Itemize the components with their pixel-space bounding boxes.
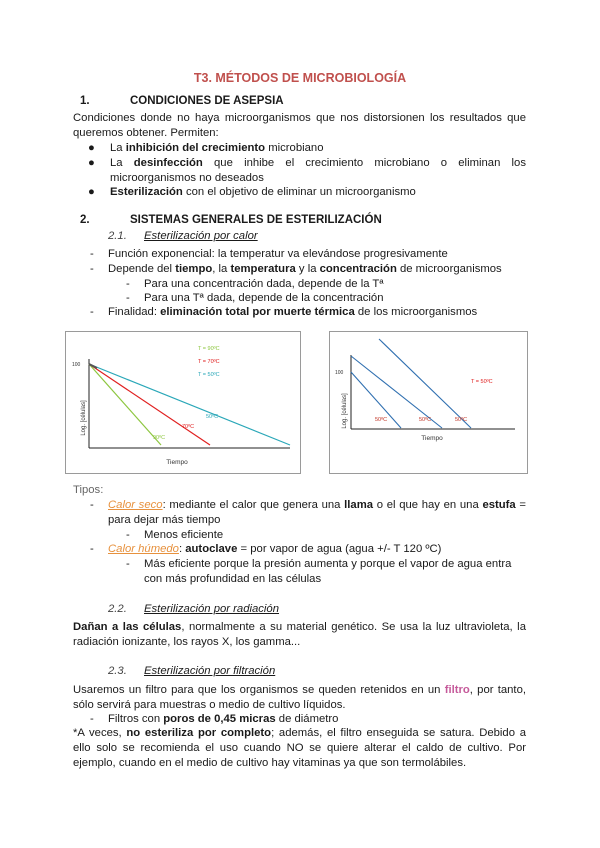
dash-temperatura-dada: - Para una Tª dada, depende de la concentración (126, 292, 384, 304)
section-1-title: CONDICIONES DE ASEPSIA (130, 95, 284, 107)
label-90c: 90ºC (153, 435, 166, 441)
legend-70c: T = 70ºC (198, 359, 220, 365)
bullet-desinfeccion: ● La desinfección que inhibe el crecimiento microbiano o eliminan los microorganismos no deseados (88, 157, 526, 184)
chart-temperature (65, 331, 301, 474)
y-axis-label: Log. [células] (81, 400, 87, 436)
section-1-heading (80, 94, 284, 109)
section-1-number: 1. (80, 95, 90, 107)
label-curve-1: 50ºC (375, 417, 388, 423)
label-curve-3: 50ºC (455, 417, 468, 423)
section-2-title: SISTEMAS GENERALES DE ESTERILIZACIÓN (130, 214, 382, 226)
label-curve-2: 50ºC (419, 417, 432, 423)
page-title: T3. MÉTODOS DE MICROBIOLOGÍA (193, 71, 407, 85)
dash-concentracion-dada: - Para una concentración dada, depende de la Tª (126, 278, 384, 290)
legend-50c: T = 50ºC (471, 379, 493, 385)
subsection-2-1: 2.1. Esterilización por calor (108, 230, 258, 242)
subsection-2-2: 2.2. Esterilización por radiación (108, 603, 280, 615)
y-start-label: 100 (72, 362, 81, 368)
chart-concentration (329, 331, 528, 474)
dash-funcion: - Función exponencial: la temperatur va elevándose progresivamente (90, 248, 448, 260)
dash-calor-humedo: - Calor húmedo: autoclave = por vapor de agua (agua +/- T 120 ºC) (90, 543, 442, 555)
dash-finalidad: - Finalidad: eliminación total por muerte térmica de los microorganismos (90, 306, 478, 318)
x-axis-label: Tiempo (166, 459, 188, 466)
label-50c: 50ºC (206, 414, 219, 420)
dash-menos-eficiente: - Menos eficiente (126, 529, 224, 541)
subsection-2-3: 2.3. Esterilización por filtración (108, 665, 276, 677)
section-2-heading (80, 213, 382, 228)
filtracion-note: *A veces, no esteriliza por completo; además, el filtro enseguida se satura. Debido a ello solo se recomienda el uso cuando NO se quiere alterar el caldo de cultivo. Por ejemplo, cuando en el medio de cultivo hay vitaminas ya que son termolábiles. (73, 727, 526, 769)
dash-depende: - Depende del tiempo, la temperatura y la concentración de microorganismos (90, 263, 502, 275)
filtracion-paragraph: Usaremos un filtro para que los organismos se queden retenidos en un filtro, por tanto, sólo servirá para muestras o medio de cultivo líquidos. (73, 684, 526, 711)
dash-calor-seco: - Calor seco: mediante el calor que genera una llama o el que hay en una estufa = para dejar más tiempo (90, 499, 527, 526)
y-axis-label: Log. [células] (342, 393, 348, 429)
label-70c: 70ºC (182, 424, 195, 430)
radiacion-paragraph: Dañan a las células, normalmente a su material genético. Se usa la luz ultravioleta, la radiación ionizante, los rayos X, los gamma... (73, 621, 526, 648)
dash-mas-eficiente: - Más eficiente porque la presión aumenta y porque el vapor de agua entra con más profundidad en las células (126, 558, 512, 585)
legend-50c: T = 50ºC (198, 372, 220, 378)
x-axis-label: Tiempo (421, 435, 443, 442)
dash-filtros-poros: - Filtros con poros de 0,45 micras de diámetro (90, 713, 339, 725)
legend-90c: T = 90ºC (198, 346, 220, 352)
tipos-label: Tipos: (73, 484, 104, 496)
chart-frame (330, 332, 528, 474)
section-2-number: 2. (80, 214, 90, 226)
bullet-esterilizacion: ● Esterilización con el objetivo de eliminar un microorganismo (88, 186, 416, 198)
section-1-intro: Condiciones donde no haya microorganismos que nos distorsionen los resultados que queremos obtener. Permiten: (73, 112, 526, 139)
bullet-inhibicion: ● La inhibición del crecimiento microbiano (88, 142, 324, 154)
y-start-label: 100 (335, 370, 344, 376)
